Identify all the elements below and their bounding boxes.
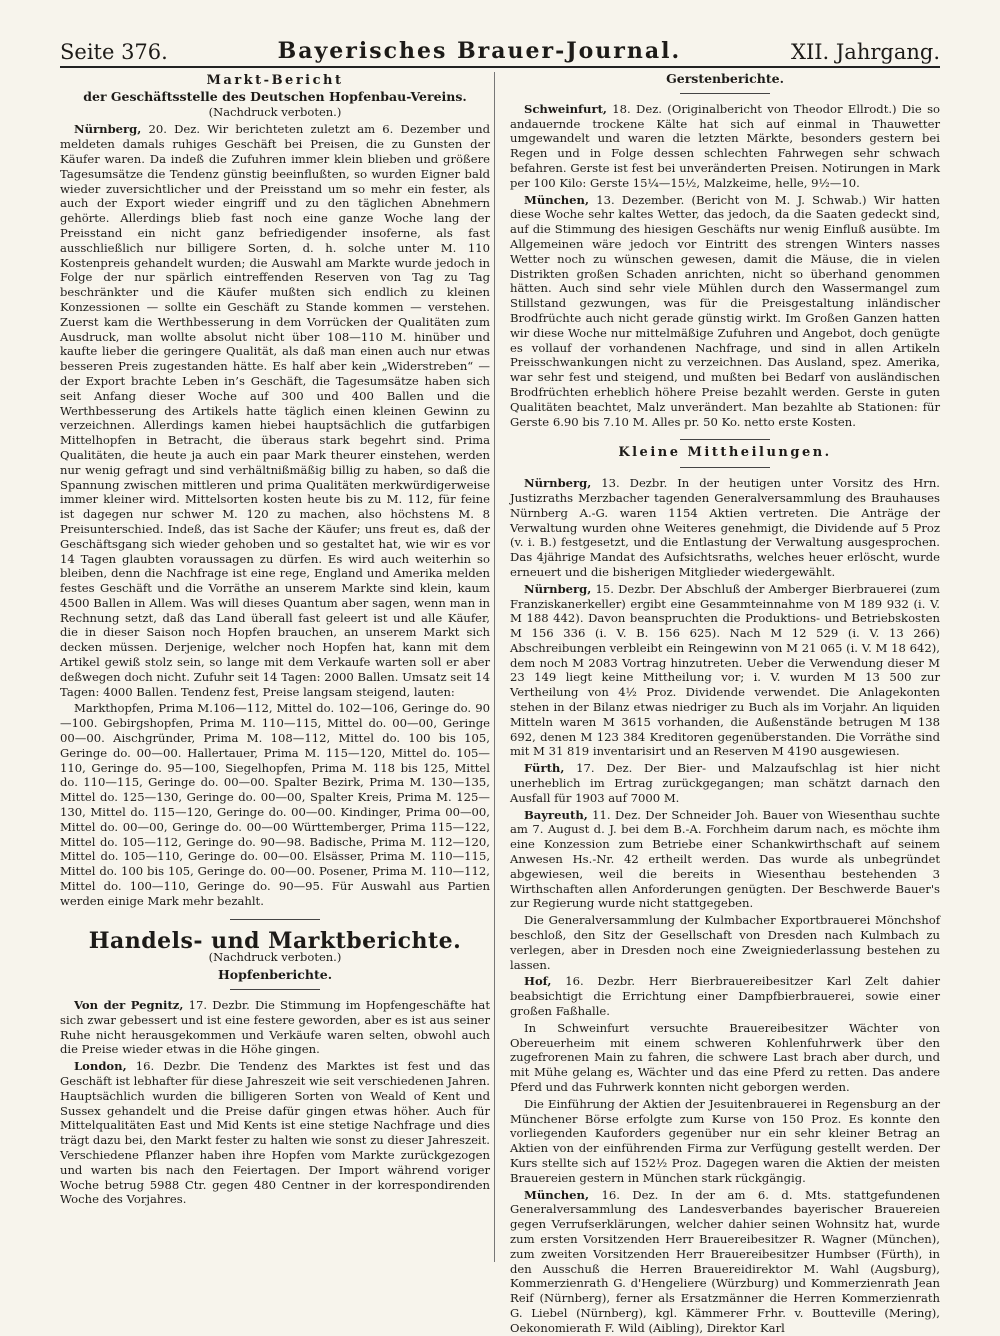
article-paragraph <box>60 1059 490 1207</box>
article-text: 17. Dez. Der Bier- und Malzaufschlag ist hier nicht unerheblich im Ertrag zurückgegangen; man schätzt darnach den Ausfall für 1903 auf 7000 M. <box>510 761 940 805</box>
hops-reports-title: Hopfenberichte. <box>217 967 333 983</box>
dateline: London, <box>74 1059 127 1074</box>
barley-reports-title: Gerstenberichte. <box>666 71 784 86</box>
dateline: München, <box>524 1187 590 1202</box>
article-paragraph <box>60 998 490 1057</box>
article-text: 20. Dez. Wir berichteten zuletzt am 6. Dezember und meldeten damals ruhiges Geschäft bei Preisen, die zu Gunsten der Käufer waren. Da indeß die Zufuhren immer klein blieben und größere Tagesumsätze die Tendenz günstig beeinflußten, so wurden Eigner bald wieder zuversichtlicher und der Preisstand um so mehr ein fester, als auch der Export wieder eingriff und zu den täglichen Abnehmern gehörte. Allerdings blieb fast noch eine ganze Woche lang der Preisstand ein nicht ganz befriedigender insoferne, als fast ausschließlich nur billigere Sorten, d. h. solche unter M. 110 Kostenpreis gehandelt wurden; die Auswahl am Markte wurde jedoch in Folge der nur spärlich eintreffenden Reserven von Tag zu Tag beschränkter und die Käufer mußten sich endlich zu kleinen Konzessionen — sollte ein Geschäft zu Stande kommen — verstehen. Zuerst kam die Werthbesserung in dem Vorrücken der Qualitäten zum Ausdruck, man wollte absolut nicht über 108—110 M. hinüber und kaufte lieber die geringere Qualität, als daß man einen auch nur etwas besseren Preis zugestanden hätte. Es half aber kein „Widerstreben“ — der Export brachte Leben in’s Geschäft, die Tagesumsätze haben sich seit Anfang dieser Woche auf 300 und 400 Ballen und die Werthbesserung des Artikels hatte täglich einen kleinen Gewinn zu verzeichnen. Allerdings kamen hiebei hauptsächlich die gutfarbigen Mittelhopfen in Betracht, die überaus stark begehrt sind. Prima Qualitäten, die heute ja auch ein paar Mark theurer einstehen, werden nur wenig gefragt und sind verhältnißmäßig billig zu haben, so daß die Spannung zwischen mittleren und prima Qualitäten merkwürdigerweise immer kleiner wird. Mittelsorten kosten heute bis zu M. 112, für feine ist dagegen nur schwer M. 120 zu machen, also höchstens M. 8 Preisunterschied. Indeß, das ist Sache der Käufer; uns freut es, daß der Geschäftsgang sich wieder gehoben und so gestaltet hat, wie wir es vor 14 Tagen glaubten voraussagen zu dürfen. Es wird auch weiterhin so bleiben, denn die Nachfrage ist eine rege, England und Amerika melden festes Geschäft und die Vorräthe an unserem Markte sind klein, kaum 4500 Ballen in Allem. Was will dieses Quantum aber sagen, wenn man in Rechnung setzt, daß das Land überall fast geleert ist und alle Käufer, die in dieser Saison noch Hopfen brauchen, an unserem Markt sich decken müssen. Derjenige, welcher noch Hopfen hat, kann mit dem Artikel gewiß stolz sein, so lange mit dem Verkaufe warten soll er aber deßwegen doch nicht. Zufuhr seit 14 Tagen: 2000 Ballen. Umsatz seit 14 Tagen: 4000 Ballen. Tendenz fest, Preise langsam steigend, lauten: <box>60 122 490 699</box>
article-paragraph: Die Generalversammlung der Kulmbacher Exportbrauerei Mönchshof beschloß, den Sitz der Gesellschaft von Dresden nach Kulmbach zu verlegen, aber in Dresden noch eine Zweigniederlassung bestehen zu lassen. <box>510 913 940 972</box>
dateline: München, <box>524 192 590 207</box>
article-paragraph <box>510 582 940 760</box>
article-paragraph <box>510 476 940 580</box>
page-number: Seite 376. <box>60 40 168 64</box>
dateline: Schweinfurt, <box>524 101 607 116</box>
price-list-paragraph: Markthopfen, Prima M.106—112, Mittel do. 102—106, Geringe do. 90—100. Gebirgshopfen, Prima M. 110—115, Mittel do. 00—00, Geringe 00—00. Aischgründer, Prima M. 108—112, Mittel do. 100 bis 105, Geringe do. 00—00. Hallertauer, Prima M. 115—120, Mittel do. 105—110, Geringe do. 95—100, Siegelhopfen, Prima M. 118 bis 125, Mittel do. 110—115, Geringe do. 00—00. Spalter Bezirk, Prima M. 130—135, Mittel do. 125—130, Geringe do. 00—00, Spalter Kreis, Prima M. 125—130, Mittel do. 115—120, Geringe do. 00—00. Kindinger, Prima 00—00, Mittel do. 00—00, Geringe do. 00—00 Württemberger, Prima 115—122, Mittel do. 105—112, Geringe do. 90—98. Badische, Prima M. 112—120, Mittel do. 105—110, Geringe do. 00—00. Elsässer, Prima M. 110—115, Mittel do. 100 bis 105, Geringe do. 00—00. Posener, Prima M. 110—112, Mittel do. 100—110, Geringe do. 90—95. Für Auswahl aus Partien werden einige Mark mehr bezahlt. <box>60 701 490 908</box>
short-news-title: Kleine Mittheilungen. <box>618 445 832 461</box>
section-rule <box>230 989 320 990</box>
left-column <box>60 72 490 1262</box>
article-paragraph <box>510 1188 940 1336</box>
right-column <box>510 71 940 1335</box>
market-report-title: Markt-Bericht <box>206 73 344 88</box>
article-paragraph <box>60 122 490 699</box>
dateline: Fürth, <box>524 761 565 776</box>
article-paragraph <box>510 193 940 430</box>
dateline: Nürnberg, <box>524 476 592 491</box>
article-paragraph <box>510 974 940 1018</box>
article-text: 17. Dezbr. Die Stimmung im Hopfengeschäfte hat sich zwar gebessert und ist eine festere geworden, aber es ist aus seiner Ruhe nicht herausgekommen und Verkäufe waren selten, obwohl auch die Preise wieder etwas in die Höhe gingen. <box>60 998 490 1057</box>
volume-label: XII. Jahrgang. <box>791 40 940 64</box>
header-rule <box>60 66 940 68</box>
article-text: 18. Dez. (Originalbericht von Theodor Ellrodt.) Die so andauernde trockene Kälte hat sich auf einmal in Thauwetter umgewandelt und waren die letzten Märkte, besonders gestern bei Regen und in Folge dessen schlechten Fahrwegen sehr schwach befahren. Gerste ist fest bei unveränderten Preisen. Notirungen in Mark per 100 Kilo: Gerste 15¼—15½, Malzkeime, helle, 9½—10. <box>510 101 940 190</box>
article-paragraph: In Schweinfurt versuchte Brauereibesitzer Wächter von Obereuerheim mit einem schweren Kohlenfuhrwerk über den zugefrorenen Main zu fahren, die schwere Last brach aber durch, und mit Mühe gelang es, Wächter und das eine Pferd zu retten. Das andere Pferd und das Fuhrwerk konnten nicht geborgen werden. <box>510 1020 940 1094</box>
section-rule <box>680 467 770 468</box>
article-text: 16. Dez. In der am 6. d. Mts. stattgefundenen Generalversammlung des Landesverbandes bayerischer Brauereien gegen Verrufserklärungen, welcher dahier seinen Wohnsitz hat, wurde zum ersten Vorsitzenden Herr Brauereibesitzer R. Wagner (München), zum zweiten Vorsitzenden Herr Brauereibesitzer Humbser (Fürth), in den Ausschuß die Herren Brauereidirektor M. Wahl (Augsburg), Kommerzienrath G. d'Hengeliere (Würzburg) und Kommerzienrath Jean Reif (Nürnberg), ferner als Ersatzmänner die Herren Kommerzienrath G. Liebel (Nürnberg), kgl. Kämmerer Frhr. v. Boutteville (Mering), Oekonomierath F. Wild (Aibling), Direktor Karl <box>510 1187 940 1335</box>
dateline: Nürnberg, <box>524 581 592 596</box>
article-text: 16. Dezbr. Herr Bierbrauereibesitzer Karl Zelt dahier beabsichtigt die Errichtung einer Dampfbierbrauerei, sowie einer großen Faßhalle. <box>510 974 940 1019</box>
dateline: Nürnberg, <box>74 122 142 137</box>
dateline: Von der Pegnitz, <box>74 998 184 1013</box>
section-rule <box>230 919 320 920</box>
article-text: 15. Dezbr. Der Abschluß der Amberger Bierbrauerei (zum Franziskanerkeller) ergibt eine Gesammteinnahme von M 189 932 (i. V. M 188 442). Davon beanspruchten die Produktions- und Betriebskosten M 156 336 (i. V. B. 156 625). Nach M 12 529 (i. V. 13 266) Abschreibungen verbleibt ein Reingewinn von M 21 065 (i. V. M 18 642), dem noch M 2083 Vortrag hinzutreten. Ueber die Verwendung dieser M 23 149 liegt keine Mittheilung vor; i. V. wurden M 13 500 zur Vertheilung von 4½ Proz. Dividende verwendet. Die Anlagekonten stehen in der Bilanz etwas niedriger zu Buch als im Vorjahr. An liquiden Mitteln waren M 3615 vorhanden, die Außenstände betrugen M 138 692, denen M 123 384 Kreditoren gegenüberstanden. Die Vorräthe sind mit M 31 819 inventarisirt und an Reserven M 4190 ausgewiesen. <box>510 581 940 759</box>
article-paragraph <box>510 761 940 805</box>
article-text: 13. Dezbr. In der heutigen unter Vorsitz des Hrn. Justizraths Merzbacher tagenden Generalversammlung des Brauhauses Nürnberg A.-G. waren 1154 Aktien vertreten. Die Anträge der Verwaltung wurden ohne Weiteres genehmigt, die Dividende auf 5 Proz (v. i. B.) festgesetzt, und die Entlastung der Verwaltung ausgesprochen. Das 4jährige Mandat des Aufsichtsraths, welches heuer erlöscht, wurde erneuert und die bisherigen Mitglieder wiedergewählt. <box>510 476 940 579</box>
section-rule <box>680 93 770 94</box>
trade-reports-note: (Nachdruck verboten.) <box>208 950 342 965</box>
trade-reports-title: Handels- und Marktberichte. <box>88 927 462 954</box>
market-report-note: (Nachdruck verboten.) <box>208 104 342 119</box>
article-paragraph: Die Einführung der Aktien der Jesuitenbrauerei in Regensburg an der Münchener Börse erfolgte zum Kurse von 150 Proz. Es konnte den vorliegenden Kauforders gegenüber nur ein sehr kleiner Betrag an Aktien von der einführenden Firma zur Verfügung gestellt werden. Der Kurs stellte sich auf 152½ Proz. Dagegen waren die Aktien der meisten Brauereien gestern in München stark rückgängig. <box>510 1096 940 1185</box>
section-rule <box>680 439 770 440</box>
column-divider <box>494 72 495 1262</box>
article-text: 11. Dez. Der Schneider Joh. Bauer von Wiesenthau suchte am 7. August d. J. bei dem B.-A. Forchheim darum nach, es möchte ihm eine Konzession zum Betriebe einer Schankwirthschaft auf seinem Anwesen Hs.-Nr. 42 ertheilt werden. Das wurde als unbegründet abgewiesen, weil die bereits in Wiesenthau bestehenden 3 Wirthschaften allen Anforderungen genügten. Der Beschwerde Bauer's zur Regierung wurde nicht stattgegeben. <box>510 807 940 911</box>
article-text: 16. Dezbr. Die Tendenz des Marktes ist fest und das Geschäft ist lebhafter für diese Jahreszeit wie seit verschiedenen Jahren. Hauptsächlich wurden die billigeren Sorten von Weald of Kent und Sussex gehandelt und die Preise dafür gingen etwas höher. Auch für Mittelqualitäten East und Mid Kents ist eine stetige Nachfrage und dies trägt dazu bei, den Markt fester zu halten wie sonst zu dieser Jahreszeit. Verschiedene Pflanzer haben ihre Hopfen vom Markte zurückgezogen und warten bis nach den Feiertagen. Der Import während voriger Woche betrug 5988 Ctr. gegen 480 Centner in der korrespondirenden Woche des Vorjahres. <box>60 1059 490 1207</box>
dateline: Bayreuth, <box>524 807 588 822</box>
article-text: 13. Dezember. (Bericht von M. J. Schwab.) Wir hatten diese Woche sehr kaltes Wetter, das jedoch, da die Saaten gedeckt sind, auf die Stimmung des hiesigen Geschäfts nur wenig Einfluß ausübte. Im Allgemeinen wäre jedoch vor Eintritt des strengen Winters nasses Wetter noch zu wünschen gewesen, damit die Mäuse, die in vielen Distrikten großen Schaden anrichten, nicht so überhand genommen hätten. Auch sind sehr viele Mühlen durch den Wassermangel zum Stillstand gezwungen, was für die Preisgestaltung inländischer Brodfrüchte auch nicht gerade günstig wirkt. Im Großen Ganzen hatten wir diese Woche nur mittelmäßige Zufuhren und Angebot, doch genügte es vollauf der vorhandenen Nachfrage, und sind in allen Artikeln Preisschwankungen nicht zu verzeichnen. Das Ausland, spez. Amerika, war sehr fest und steigend, und mußten bei Bedarf von ausländischen Brodfrüchten erheblich höhere Preise bezahlt werden. Gerste in guten Qualitäten beachtet, Malz unverändert. Man bezahlte ab Stationen: für Gerste 6.90 bis 7.10 M. Alles pr. 50 Ko. netto erste Kosten. <box>510 192 940 429</box>
page-header <box>60 30 940 64</box>
dateline: Hof, <box>524 974 552 989</box>
journal-title: Bayerisches Brauer-Journal. <box>277 38 682 64</box>
article-paragraph <box>510 102 940 191</box>
article-paragraph <box>510 808 940 912</box>
market-report-subtitle: der Geschäftsstelle des Deutschen Hopfenbau-Vereins. <box>83 88 467 104</box>
